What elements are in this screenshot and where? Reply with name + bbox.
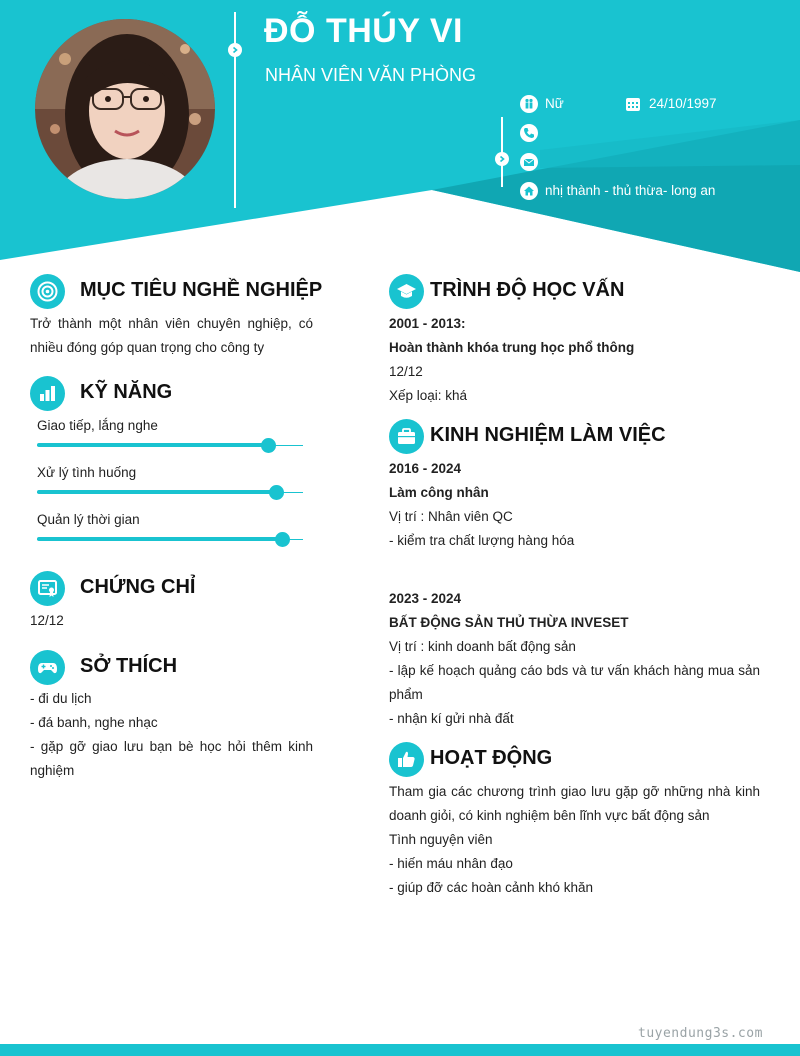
target-icon: [30, 274, 65, 309]
skill-level-knob: [275, 532, 290, 547]
header-divider-dot: [228, 43, 242, 57]
education-grade: 12/12: [389, 364, 423, 379]
skill-level-bar: [37, 537, 282, 541]
skill-level-bar: [37, 443, 268, 447]
skills-title: KỸ NĂNG: [80, 381, 173, 403]
envelope-icon: [520, 153, 538, 171]
hobby-item: - gặp gỡ giao lưu bạn bè học hỏi thêm kinh nghiệm: [30, 739, 313, 778]
activity-line: Tình nguyện viên: [389, 832, 493, 847]
activity-line: - giúp đỡ các hoàn cảnh khó khăn: [389, 880, 593, 895]
objective-text: Trở thành một nhân viên chuyên nghiệp, có nhiều đóng góp quan trọng cho công ty: [30, 316, 313, 355]
activity-line: Tham gia các chương trình giao lưu gặp gỡ những nhà kinh doanh giỏi, có kinh nghiệm bên lĩnh vực bất động sản: [389, 784, 760, 823]
briefcase-icon: [389, 419, 424, 454]
skill-level-bar: [37, 490, 276, 494]
certificates-text: 12/12: [30, 613, 64, 628]
candidate-name: ĐỖ THÚY VI: [264, 12, 463, 50]
avatar: [35, 19, 215, 199]
certificates-title: CHỨNG CHỈ: [80, 576, 196, 598]
bar-chart-icon: [30, 376, 65, 411]
skill-level-knob: [261, 438, 276, 453]
objective-title: MỤC TIÊU NGHỀ NGHIỆP: [80, 279, 323, 301]
header-divider-line: [234, 12, 236, 208]
skill-level-knob: [269, 485, 284, 500]
skill-label: Xử lý tình huống: [37, 465, 137, 480]
job-line: - nhận kí gửi nhà đất: [389, 711, 514, 726]
footer-bar: [0, 1044, 800, 1056]
address-value: nhị thành - thủ thừa- long an: [545, 183, 716, 198]
graduation-cap-icon: [389, 274, 424, 309]
job-period: 2016 - 2024: [389, 461, 462, 476]
activities-title: HOẠT ĐỘNG: [430, 747, 553, 769]
certificate-icon: [30, 571, 65, 606]
birthday-value: 24/10/1997: [649, 96, 717, 111]
activity-line: - hiến máu nhân đạo: [389, 856, 513, 871]
experience-title: KINH NGHIỆM LÀM VIỆC: [430, 424, 666, 446]
gender-icon: [520, 95, 538, 113]
job-line: Vị trí : Nhân viên QC: [389, 509, 513, 524]
job-period: 2023 - 2024: [389, 591, 462, 606]
education-period: 2001 - 2013:: [389, 316, 466, 331]
hobby-item: - đi du lịch: [30, 691, 92, 706]
skill-label: Giao tiếp, lắng nghe: [37, 418, 158, 433]
gender-value: Nữ: [545, 96, 564, 111]
job-line: - kiểm tra chất lượng hàng hóa: [389, 533, 575, 548]
hobbies-title: SỞ THÍCH: [80, 655, 178, 677]
job-company: BẤT ĐỘNG SẢN THỦ THỪA INVESET: [389, 615, 629, 630]
education-school: Hoàn thành khóa trung học phổ thông: [389, 340, 635, 355]
candidate-job-title: NHÂN VIÊN VĂN PHÒNG: [265, 65, 477, 85]
job-company: Làm công nhân: [389, 485, 489, 500]
job-line: - lập kế hoạch quảng cáo bds và tư vấn khách hàng mua sản phẩm: [389, 663, 760, 702]
hobby-item: - đá banh, nghe nhạc: [30, 715, 158, 730]
gamepad-icon: [30, 650, 65, 685]
thumbs-up-icon: [389, 742, 424, 777]
watermark: tuyendung3s.com: [638, 1026, 763, 1041]
job-line: Vị trí : kinh doanh bất động sản: [389, 639, 576, 654]
calendar-icon: [624, 95, 642, 113]
contact-divider-dot: [495, 152, 509, 166]
education-title: TRÌNH ĐỘ HỌC VẤN: [430, 279, 625, 301]
phone-icon: [520, 124, 538, 142]
skill-label: Quản lý thời gian: [37, 512, 140, 527]
home-icon: [520, 182, 538, 200]
education-rank: Xếp loại: khá: [389, 388, 468, 403]
